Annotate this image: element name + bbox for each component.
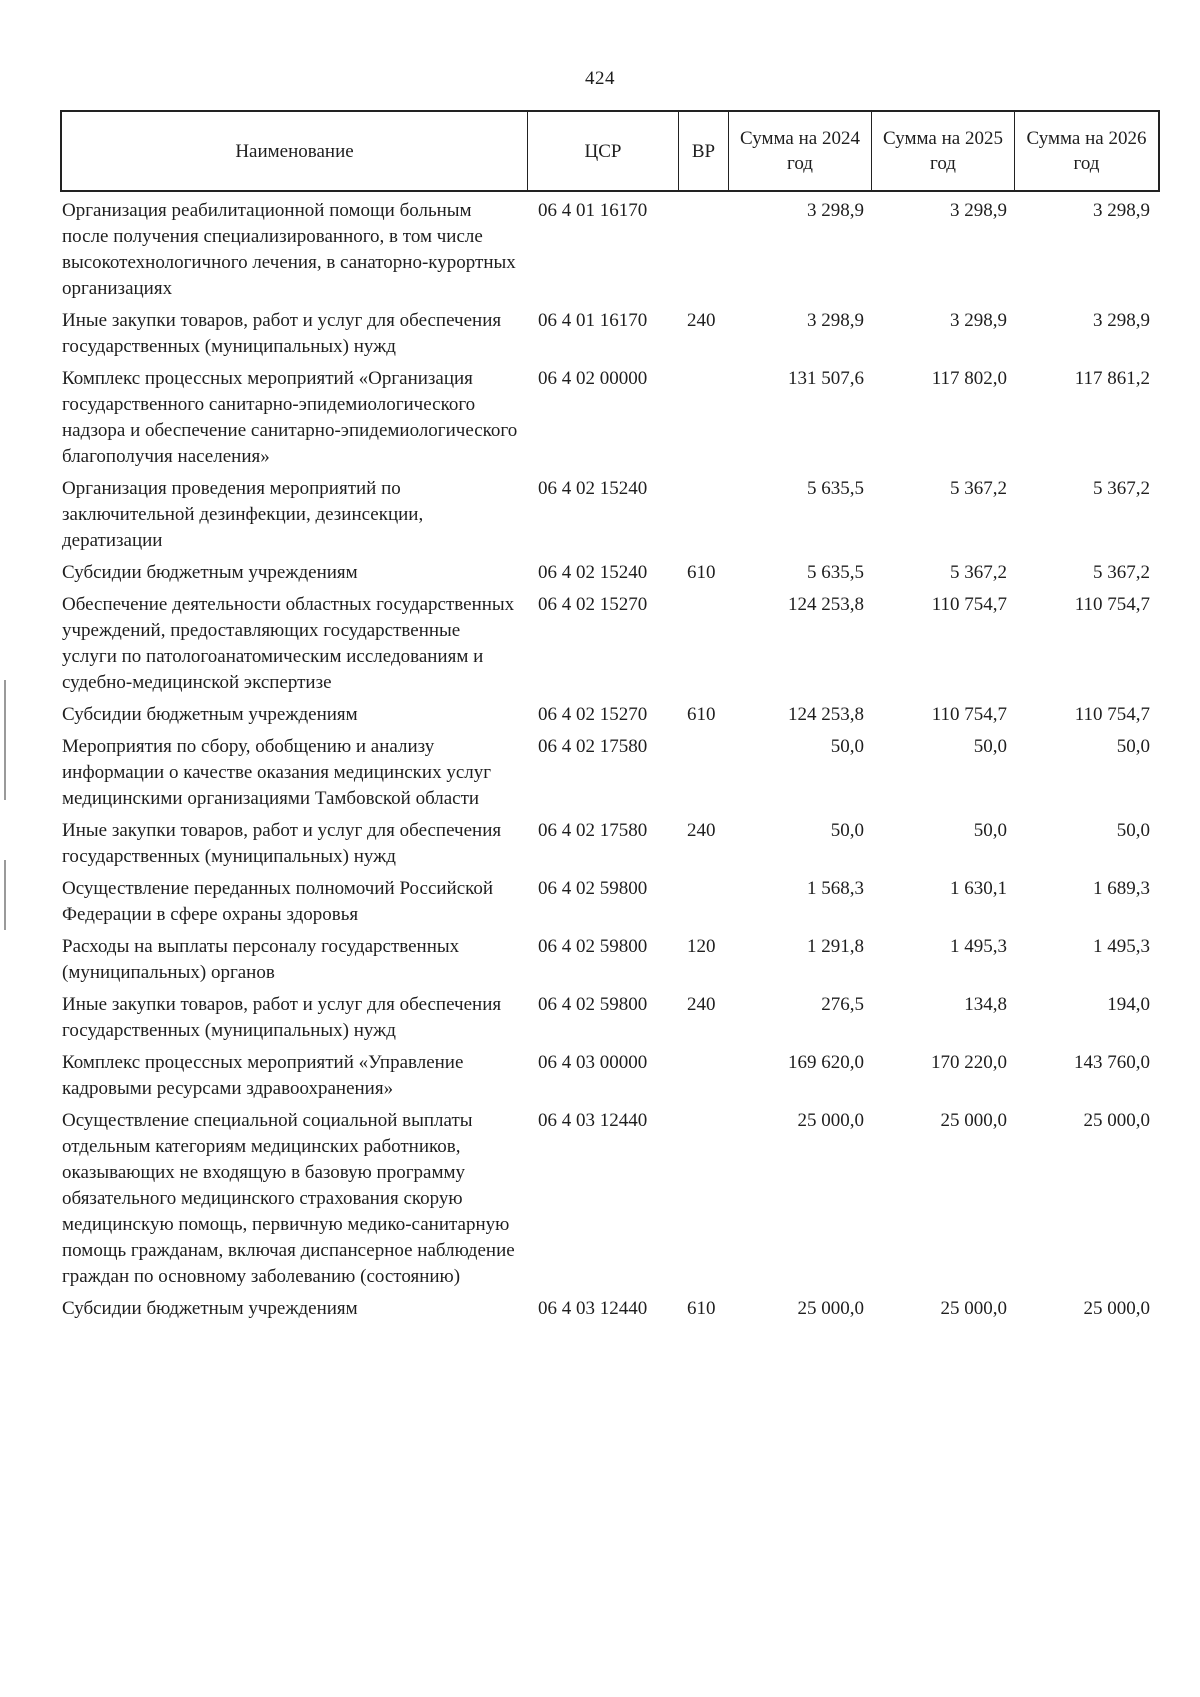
row-sum-2024: 5 635,5: [807, 478, 864, 499]
table-header: [60, 110, 1160, 192]
row-sum-2026: 5 367,2: [1093, 478, 1150, 499]
table-row: [60, 560, 1160, 586]
row-sum-2025: 110 754,7: [931, 704, 1007, 725]
row-vr: [677, 198, 727, 302]
row-name: Комплекс процессных мероприятий «Организация государственного санитарно-эпидемиологического надзора и обеспечение санитарно-эпидемиологического благополучия населения»: [62, 368, 518, 467]
table-row: [60, 1050, 1160, 1102]
table-row: [60, 308, 1160, 360]
table-row: [60, 702, 1160, 728]
row-csr: 06 4 02 15240: [538, 562, 648, 583]
row-sum-2024: 50,0: [830, 736, 864, 757]
row-sum-2024: 1 568,3: [807, 878, 864, 899]
header-vr: ВР: [679, 112, 729, 190]
row-sum-2025: 25 000,0: [940, 1298, 1007, 1319]
table-row: [60, 1296, 1160, 1322]
row-sum-2025: 170 220,0: [931, 1052, 1007, 1073]
row-sum-2026: 110 754,7: [1074, 594, 1150, 615]
budget-table: [60, 110, 1160, 1328]
row-sum-2024: 124 253,8: [788, 704, 864, 725]
row-sum-2026: 1 689,3: [1093, 878, 1150, 899]
row-csr: 06 4 02 15270: [538, 704, 648, 725]
table-row: [60, 476, 1160, 554]
row-sum-2026: 3 298,9: [1093, 310, 1150, 331]
table-row: [60, 876, 1160, 928]
row-sum-2026: 25 000,0: [1083, 1110, 1150, 1131]
table-row: [60, 198, 1160, 302]
row-sum-2026: 110 754,7: [1074, 704, 1150, 725]
row-name: Осуществление переданных полномочий Российской Федерации в сфере охраны здоровья: [62, 878, 494, 925]
row-vr: 240: [687, 310, 716, 331]
row-sum-2026: 5 367,2: [1093, 562, 1150, 583]
row-sum-2025: 50,0: [973, 736, 1007, 757]
page-number: 424: [585, 68, 615, 89]
row-csr: 06 4 03 00000: [538, 1052, 648, 1073]
row-sum-2025: 50,0: [973, 820, 1007, 841]
row-sum-2025: 1 495,3: [950, 936, 1007, 957]
header-sum-2025: Сумма на 2025 год: [872, 112, 1015, 190]
row-name: Обеспечение деятельности областных государственных учреждений, предоставляющих государственные услуги по патологоанатомическим исследованиям и судебно-медицинской экспертизе: [62, 594, 515, 693]
table-row: [60, 1108, 1160, 1290]
row-name: Мероприятия по сбору, обобщению и анализу информации о качестве оказания медицинских услуг медицинскими организациями Тамбовской области: [62, 736, 492, 809]
row-name: Расходы на выплаты персоналу государственных (муниципальных) органов: [62, 936, 460, 983]
row-vr: 610: [687, 562, 716, 583]
row-csr: 06 4 02 15270: [538, 594, 648, 615]
row-name: Иные закупки товаров, работ и услуг для обеспечения государственных (муниципальных) нужд: [62, 994, 502, 1041]
row-sum-2026: 50,0: [1116, 820, 1150, 841]
row-csr: 06 4 02 59800: [538, 994, 648, 1015]
row-vr: [677, 734, 727, 812]
row-csr: 06 4 02 59800: [538, 878, 648, 899]
row-sum-2024: 3 298,9: [807, 310, 864, 331]
header-sum-2026: Сумма на 2026 год: [1026, 128, 1147, 174]
table-row: [60, 934, 1160, 986]
table-body: [60, 198, 1160, 1322]
row-sum-2025: 25 000,0: [940, 1110, 1007, 1131]
row-csr: 06 4 01 16170: [538, 310, 648, 331]
row-sum-2025: 5 367,2: [950, 562, 1007, 583]
scan-edge-mark: [4, 680, 6, 800]
row-sum-2024: 276,5: [821, 994, 864, 1015]
row-vr: 120: [687, 936, 716, 957]
row-vr: [677, 476, 727, 554]
row-sum-2026: 117 861,2: [1074, 368, 1150, 389]
row-vr: [677, 1108, 727, 1290]
row-sum-2024: 1 291,8: [807, 936, 864, 957]
row-vr: [677, 366, 727, 470]
row-sum-2025: 117 802,0: [931, 368, 1007, 389]
row-name: Комплекс процессных мероприятий «Управление кадровыми ресурсами здравоохранения»: [62, 1052, 464, 1099]
row-name: Субсидии бюджетным учреждениям: [62, 704, 358, 725]
table-row: [60, 734, 1160, 812]
row-vr: 610: [687, 1298, 716, 1319]
row-vr: [677, 592, 727, 696]
row-sum-2024: 169 620,0: [788, 1052, 864, 1073]
row-sum-2024: 25 000,0: [797, 1110, 864, 1131]
row-sum-2025: 134,8: [964, 994, 1007, 1015]
row-vr: 610: [687, 704, 716, 725]
row-name: Субсидии бюджетным учреждениям: [62, 1298, 358, 1319]
row-name: Осуществление специальной социальной выплаты отдельным категориям медицинских работников, оказывающих не входящую в базовую программу обязательного медицинского страхования скорую медицинскую помощь, первичную медико-санитарную помощь гражданам, включая диспансерное наблюдение граждан по основному заболеванию (состоянию): [62, 1110, 515, 1287]
row-csr: 06 4 02 00000: [538, 368, 648, 389]
row-sum-2026: 194,0: [1107, 994, 1150, 1015]
row-csr: 06 4 03 12440: [538, 1110, 648, 1131]
header-csr: ЦСР: [528, 112, 679, 190]
row-sum-2024: 50,0: [830, 820, 864, 841]
row-name: Субсидии бюджетным учреждениям: [62, 562, 358, 583]
row-csr: 06 4 02 17580: [538, 820, 648, 841]
row-name: Иные закупки товаров, работ и услуг для обеспечения государственных (муниципальных) нужд: [62, 820, 502, 867]
row-sum-2025: 3 298,9: [950, 200, 1007, 221]
row-csr: 06 4 02 15240: [538, 478, 648, 499]
row-name: Организация проведения мероприятий по заключительной дезинфекции, дезинсекции, дератизации: [62, 478, 424, 551]
row-vr: 240: [687, 820, 716, 841]
row-sum-2024: 5 635,5: [807, 562, 864, 583]
table-row: [60, 992, 1160, 1044]
row-sum-2026: 1 495,3: [1093, 936, 1150, 957]
row-sum-2025: 1 630,1: [950, 878, 1007, 899]
row-sum-2024: 131 507,6: [788, 368, 864, 389]
table-row: [60, 366, 1160, 470]
row-vr: [677, 1050, 727, 1102]
row-sum-2026: 3 298,9: [1093, 200, 1150, 221]
row-name: Иные закупки товаров, работ и услуг для обеспечения государственных (муниципальных) нужд: [62, 310, 502, 357]
table-row: [60, 592, 1160, 696]
row-sum-2026: 25 000,0: [1083, 1298, 1150, 1319]
row-name: Организация реабилитационной помощи больным после получения специализированного, в том числе высокотехнологичного лечения, в санаторно-курортных организациях: [62, 200, 516, 299]
row-csr: 06 4 03 12440: [538, 1298, 648, 1319]
header-name: Наименование: [62, 112, 528, 190]
row-sum-2024: 3 298,9: [807, 200, 864, 221]
header-sum-2024: Сумма на 2024 год: [729, 112, 872, 190]
row-sum-2024: 124 253,8: [788, 594, 864, 615]
row-csr: 06 4 02 59800: [538, 936, 648, 957]
row-sum-2025: 3 298,9: [950, 310, 1007, 331]
table-row: [60, 818, 1160, 870]
row-sum-2025: 5 367,2: [950, 478, 1007, 499]
row-sum-2024: 25 000,0: [797, 1298, 864, 1319]
row-sum-2026: 50,0: [1116, 736, 1150, 757]
row-csr: 06 4 02 17580: [538, 736, 648, 757]
row-csr: 06 4 01 16170: [538, 200, 648, 221]
row-sum-2026: 143 760,0: [1074, 1052, 1150, 1073]
row-vr: [677, 876, 727, 928]
scan-edge-mark: [4, 860, 6, 930]
row-sum-2025: 110 754,7: [931, 594, 1007, 615]
row-vr: 240: [687, 994, 716, 1015]
